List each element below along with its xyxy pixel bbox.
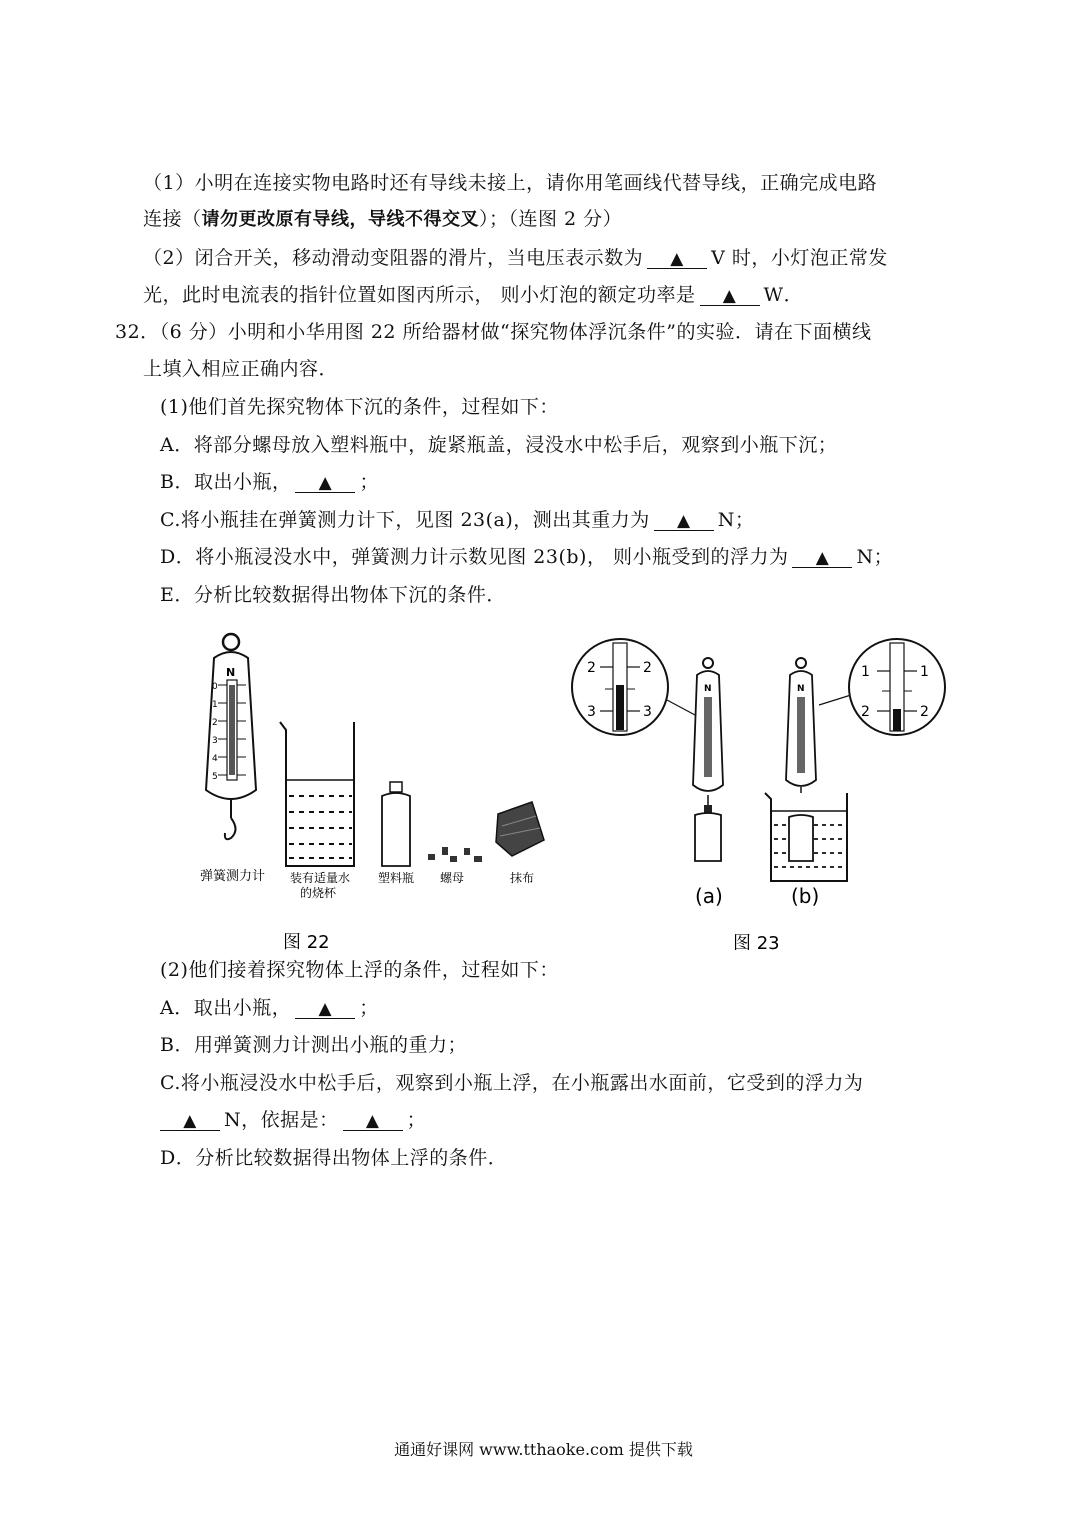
scale-tick-2: 2 [212, 718, 218, 728]
q32-part2-step-b: B．用弹簧测力计测出小瓶的重力； [160, 1034, 467, 1056]
q32-part1-step-d-b: N； [856, 546, 894, 568]
zoom-a-tick-3-right: 3 [643, 704, 652, 720]
q32-part1-step-b [160, 467, 379, 494]
q32-part1-step-b-a: B．取出小瓶， [160, 471, 292, 493]
q31-p1-line2-b: ）；（连图 2 分） [479, 208, 623, 230]
plastic-bottle-illustration [382, 782, 410, 866]
zoom-a-tick-2-right: 2 [643, 660, 652, 676]
answer-blank-2a[interactable] [295, 999, 355, 1019]
spring-scale-illustration [206, 634, 256, 839]
q32-part2-step-a [160, 993, 379, 1020]
q31-p1-line2-a: 连接（ [143, 208, 202, 230]
fig22-label-beaker-2: 的烧杯 [300, 886, 337, 900]
fig22-label-beaker-1: 装有适量水 [290, 871, 351, 885]
q31-p2-line1-a: （2）闭合开关，移动滑动变阻器的滑片，当电压表示数为 [143, 247, 644, 269]
nuts-illustration [428, 847, 482, 862]
answer-blank-1b[interactable] [295, 473, 355, 493]
fig23-caption: 图 23 [733, 933, 780, 950]
fig22-label-nuts: 螺母 [440, 871, 465, 885]
q31-p2-line2-b: W． [763, 284, 804, 306]
triangle-icon: ▲ [318, 999, 333, 1019]
q32-part1-step-c-a: C.将小瓶挂在弹簧测力计下，见图 23(a)，测出其重力为 [160, 509, 650, 531]
triangle-icon: ▲ [365, 1111, 380, 1131]
answer-blank-basis[interactable] [343, 1111, 403, 1131]
q32-part1-step-c-b: N； [717, 509, 755, 531]
fig22-label-spring-scale: 弹簧测力计 [200, 869, 266, 884]
zoom-circle-a [572, 639, 668, 735]
fig23-label-b: (b) [791, 884, 820, 908]
fig22-label-cloth: 抹布 [510, 871, 535, 885]
q32-part1-step-c [160, 505, 754, 532]
answer-blank-power[interactable] [700, 286, 760, 306]
figure-22 [180, 630, 560, 950]
q31-p2-line2 [143, 280, 803, 307]
scale-tick-1: 1 [212, 700, 218, 710]
scale-tick-5: 5 [212, 772, 218, 782]
scale-tick-3: 3 [212, 736, 218, 746]
q32-header-line1: 32．（6 分）小明和小华用图 22 所给器材做“探究物体浮沉条件”的实验．请在下面横线 [115, 321, 872, 343]
q32-part1-step-e: E．分析比较数据得出物体下沉的条件． [160, 584, 506, 606]
q32-part1-step-b-b: ； [359, 471, 379, 493]
scale-tick-4: 4 [212, 754, 218, 764]
q32-header-line2: 上填入相应正确内容． [143, 358, 339, 380]
cloth-illustration [496, 802, 544, 856]
zoom-a-tick-2-left: 2 [587, 660, 596, 676]
triangle-icon: ▲ [676, 511, 691, 531]
q32-part2-step-a-a: A．取出小瓶， [160, 997, 292, 1019]
triangle-icon: ▲ [183, 1111, 197, 1131]
q31-p2-line1 [143, 243, 888, 270]
q32-part1-step-d-a: D．将小瓶浸没水中，弹簧测力计示数见图 23(b)， 则小瓶受到的浮力为 [160, 546, 789, 568]
q32-part2-step-c-line1: C.将小瓶浸没水中松手后，观察到小瓶上浮，在小瓶露出水面前，它受到的浮力为 [160, 1072, 864, 1094]
beaker-with-water-illustration [280, 722, 354, 866]
fig23-label-a: (a) [695, 884, 723, 908]
page-footer: 通通好课网 www.tthaoke.com 提供下载 [394, 1440, 693, 1459]
q32-part2-step-c-line2-b: ； [406, 1109, 427, 1131]
q31-p2-line1-b: V 时，小灯泡正常发 [711, 247, 888, 269]
fig22-unit: N [226, 666, 236, 679]
triangle-icon: ▲ [722, 286, 737, 306]
q32-part2-step-c-line2-a: N，依据是： [224, 1109, 339, 1131]
answer-blank-voltage[interactable] [647, 249, 707, 269]
triangle-icon: ▲ [815, 548, 830, 568]
q32-part2-step-d: D．分析比较数据得出物体上浮的条件． [160, 1147, 508, 1169]
scale-tick-0: 0 [212, 682, 218, 692]
q32-part2-intro: (2)他们接着探究物体上浮的条件，过程如下： [160, 959, 559, 981]
q32-part1-intro: (1)他们首先探究物体下沉的条件，过程如下： [160, 396, 559, 418]
fig23-unit-b: N [797, 684, 805, 694]
figure-23 [565, 615, 955, 950]
q31-p1-line1: （1）小明在连接实物电路时还有导线未接上，请你用笔画线代替导线，正确完成电路 [143, 172, 878, 194]
q31-p1-line2 [143, 204, 622, 231]
triangle-icon: ▲ [670, 249, 684, 269]
zoom-circle-b [849, 639, 945, 735]
zoom-b-tick-1-left: 1 [861, 664, 870, 680]
answer-blank-weight[interactable] [654, 511, 714, 531]
scale-a-with-bottle [693, 658, 723, 861]
q32-part1-step-d [160, 542, 893, 569]
answer-blank-float-force[interactable] [160, 1111, 220, 1131]
zoom-b-tick-2-left: 2 [861, 704, 870, 720]
q32-part1-step-a: A．将部分螺母放入塑料瓶中，旋紧瓶盖，浸没水中松手后，观察到小瓶下沉； [160, 434, 838, 456]
zoom-b-tick-2-right: 2 [920, 704, 929, 720]
q31-p2-line2-a: 光，此时电流表的指针位置如图丙所示， 则小灯泡的额定功率是 [143, 284, 696, 306]
answer-blank-buoyancy[interactable] [792, 548, 852, 568]
zoom-a-tick-3-left: 3 [587, 704, 596, 720]
scale-b-in-water [765, 658, 847, 881]
zoom-b-tick-1-right: 1 [920, 664, 929, 680]
q32-part2-step-a-b: ； [359, 997, 379, 1019]
fig23-unit-a: N [704, 684, 712, 694]
q32-part2-step-c-line2 [160, 1105, 426, 1132]
fig22-label-bottle: 塑料瓶 [378, 871, 415, 885]
fig22-caption: 图 22 [283, 932, 330, 950]
q31-p1-bold-note: 请勿更改原有导线，导线不得交叉 [201, 209, 480, 230]
triangle-icon: ▲ [318, 473, 333, 493]
